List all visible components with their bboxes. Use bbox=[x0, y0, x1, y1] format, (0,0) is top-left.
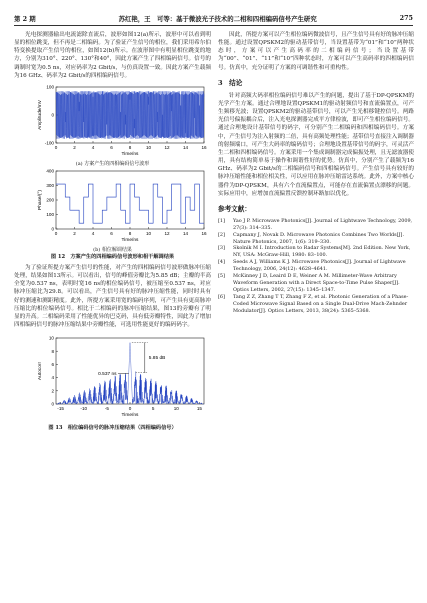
reference-item bbox=[218, 218, 414, 232]
fig12b-y-tick-label: 100 bbox=[46, 212, 54, 218]
figure-12 bbox=[14, 83, 211, 261]
fig12b-x-tick-label: 14 bbox=[182, 230, 189, 236]
reference-item bbox=[218, 294, 414, 315]
reference-number: [5] bbox=[218, 273, 225, 280]
fig12a-caption: (a) 方案产生的四相编码信号波形 bbox=[75, 160, 150, 167]
fig12a-x-tick-label: 10 bbox=[145, 144, 152, 150]
fig12a-x-tick-label: 2 bbox=[73, 144, 76, 150]
fig12a-y-tick-label: -100 bbox=[44, 140, 54, 146]
fig12b-phase-line bbox=[56, 184, 204, 223]
reference-text: McKinney J D, Leaird D E, Weiner A M. Millimeter-Wave Arbitrary Waveform Generation with a Direct Space-to-Time Pulse Shaper[J]. Optics Letters, 2002, 27(15): 1345–1347. bbox=[233, 273, 400, 293]
fig13-y-tick-label: 10 bbox=[48, 335, 54, 341]
fig12-caption: 图 12 方案产生的四相编码信号波形和相干解调结果 bbox=[50, 253, 175, 260]
fig13-x-axis-label: Time/ns bbox=[121, 413, 139, 419]
fig12a-x-tick-label: 0 bbox=[54, 144, 58, 150]
reference-item bbox=[218, 273, 414, 294]
reference-text: Capmany J, Novak D. Microwave Photonics Combines Two Worlds[J]. Nature Photonics, 2007, 1(6): 319–330. bbox=[233, 231, 404, 245]
reference-number: [1] bbox=[218, 217, 225, 224]
reference-number: [2] bbox=[218, 231, 225, 238]
reference-item bbox=[218, 259, 414, 273]
fig12b-caption: (b) 相位解调结果 bbox=[93, 246, 132, 253]
reference-text: Seeds A J, Williams K J. Microwave Photonics[J]. Journal of Lightwave Technology, 2006, 24(12): 4628–4641. bbox=[233, 259, 406, 273]
reference-text: Skolnik M I. Introduction to Radar Systems[M]. 2nd Edition. New York, NY, USA: McGraw-Hill, 1980: 83–100. bbox=[233, 245, 411, 259]
right-paragraph-2: 针对高频大码率相位编码信号难以产生的问题，提出了基于DP-QPSKM的光学产生方案。通过合理地设置QPSKM1的驱动射频信号和直流偏置点，可产生频移光波；设置QPSKM2的驱动基带信号，可以产生光相移键控信号。两路光信号偏振耦合后，注入光电探测器完成平方律检波，即可产生相位编码信号。通过合理地设计基带信号的码字，可分别产生二相编码和四相编码信号。方案中，产生信号为注入射频的二倍，具有高频处理性能；基带信号直接注入调制器的射频端口，可产生大码率的编码信号；合理地设置基带信号的码字，可灵活产生二相和四相编码信号。方案采用一个集成调制器完成偏振处理，且无滤波器使用，具有结构简单易于操作和调谐性好的优势。仿真中，分别产生了载频为16 GHz、码率为2 Gbit/s的二相编码信号和四相编码信号。产生信号具有较好的脉冲压缩性能和相位相关性，可以应用在脉冲压缩雷达系统。此外，方案中核心器件为DP-QPSKM，具有六个直流偏置点，可能存在直流偏置点漂移的问题。实际应用中，应增加直流偏置反馈控制环路加以优化。 bbox=[218, 92, 414, 197]
fig12b-y-tick-label: 300 bbox=[46, 183, 54, 189]
fig12b-x-tick-label: 4 bbox=[91, 230, 95, 236]
left-column bbox=[14, 31, 211, 435]
fig12a-x-tick-label: 6 bbox=[110, 144, 113, 150]
fig13-x-tick-label: 0 bbox=[128, 406, 132, 412]
fig12a-y-axis-label: Amplitude/mV bbox=[38, 100, 43, 130]
fig12b-y-tick-label: 200 bbox=[46, 197, 54, 203]
reference-item bbox=[218, 245, 414, 259]
fig12b-y-axis-label: Phase/(°) bbox=[38, 189, 43, 210]
fig13-x-tick-label: 15 bbox=[196, 406, 202, 412]
fig13-x-tick-label: -5 bbox=[104, 406, 109, 412]
reference-item bbox=[218, 232, 414, 246]
fig13-x-tick-label: 5 bbox=[151, 406, 155, 412]
right-column bbox=[218, 31, 414, 315]
fig13-y-tick-label: 2 bbox=[51, 388, 54, 394]
fig13-x-tick-label: -15 bbox=[57, 406, 64, 412]
references-heading: 参考文献： bbox=[218, 204, 251, 213]
fig12a-x-tick-label: 4 bbox=[91, 144, 95, 150]
reference-number: [4] bbox=[218, 259, 225, 266]
fig13-width-label: 0.537 ns bbox=[98, 371, 117, 377]
fig12b-phase-chart bbox=[14, 167, 211, 247]
reference-number: [6] bbox=[218, 293, 225, 300]
fig12b-x-tick-label: 0 bbox=[54, 230, 58, 236]
fig12b-x-tick-label: 2 bbox=[73, 230, 76, 236]
fig12b-x-tick-label: 6 bbox=[110, 230, 113, 236]
page-number: 275 bbox=[399, 14, 413, 22]
fig12a-x-tick-label: 14 bbox=[182, 144, 189, 150]
fig12a-x-tick-label: 16 bbox=[201, 144, 207, 150]
fig13-y-axis-label: Autocorr bbox=[38, 362, 43, 381]
reference-number: [3] bbox=[218, 245, 225, 252]
fig13-caption: 图 13 相位编码信号的脉冲压缩结果（四相编码信号） bbox=[48, 425, 177, 432]
header-rule bbox=[14, 25, 413, 26]
fig12b-x-tick-label: 10 bbox=[145, 230, 152, 236]
fig13-plot-frame bbox=[56, 338, 204, 404]
fig12a-x-axis-label: Time/ns bbox=[121, 151, 139, 157]
left-paragraph-1: 光电探测器输出电流滤除直流后，波形如图12(a)所示，波形中可以看到明显的相位跳变，但不再是二相编码。为了验证产生信号的相位，我们采用希尔伯特变换提取产生信号的相位，如图12(b)所示。在波形图中有明显相位跳变的地方，分别为310°、220°、130°和40°，因此方案产生了四相编码信号。信号的调制时宽为0.5 ns，对应码率为2 Gbit/s，与仿真设置一致。因此方案产生载频为16 GHz、码率为2 Gbit/s的四相编码信号。 bbox=[14, 32, 211, 79]
fig12a-y-tick-label: 0 bbox=[51, 112, 54, 118]
fig13-x-tick-label: -10 bbox=[80, 406, 88, 412]
fig12b-x-axis-label: Time/ns bbox=[121, 237, 139, 243]
reference-text: Yao J P. Microwave Photonics[J]. Journal of Lightwave Technology, 2009, 27(3): 314–335. bbox=[233, 217, 413, 231]
references-list bbox=[218, 218, 414, 315]
fig13-autocorr-chart bbox=[14, 332, 211, 424]
fig13-y-tick-label: 0 bbox=[51, 401, 54, 407]
fig13-psl-label: 5.85 dB bbox=[148, 356, 166, 362]
fig12b-x-tick-label: 12 bbox=[164, 230, 170, 236]
fig13-y-tick-label: 8 bbox=[51, 348, 54, 354]
fig12a-waveform-chart bbox=[14, 83, 211, 161]
fig13-autocorr-line bbox=[56, 343, 204, 404]
fig13-y-tick-label: 4 bbox=[51, 375, 54, 381]
reference-text: Tang Z Z, Zhang T T, Zhang F Z, et al. Photonic Generation of a Phase-Coded Microwave Signal Based on a Single Dual-Drive Mach-Zehnder Modulator[J]. Optics Letters, 2013, 38(24): 5365–5368. bbox=[233, 293, 409, 314]
fig12a-x-tick-label: 12 bbox=[164, 144, 170, 150]
running-header bbox=[14, 12, 413, 24]
running-title: 苏红艳，王 可等：基于微波光子技术的二相和四相编码信号产生研究 bbox=[118, 14, 317, 23]
fig12b-x-tick-label: 16 bbox=[201, 230, 207, 236]
figure-13 bbox=[14, 332, 211, 432]
section-heading-conclusion: 3 结论 bbox=[218, 78, 243, 87]
fig12a-y-tick-label: 100 bbox=[46, 84, 54, 90]
fig13-y-tick-label: 6 bbox=[51, 362, 54, 368]
left-paragraph-2: 为了验证所提方案产生信号的性能，对产生的四相编码信号波形做脉冲压缩处理，结果如图13所示。可以看出，信号的峰值旁瓣比为5.85 dB；主瓣的半高全宽为0.537 ns，表明时宽16 ns的相位编码信号，被压缩至0.537 ns，对应脉冲压缩比为29.8。可以看出，产生信号具有好的脉冲压缩性能，同时时具有好的测速和测距精度。此外，所提方案采用宽的编码序列，可产生具有更高脉冲压缩比的相位编码信号。相比于二相编码的脉冲压缩结果，图13的旁瓣有了明显的升高。二相编码采用了性能优异的巴克码，具有低旁瓣特性，因此为了增加四相编码信号的脉冲压缩结果中旁瓣性能，可选用性能更好的编码码字。 bbox=[14, 264, 211, 329]
right-paragraph-1: 因此，所提方案可以产生相位编码微波信号，且产生信号具有好的脉冲压缩性能。通过设置QPSKM2的驱动基带信号，当设置基带为“01”和“10”两种状态时，方案可以产生高码率的二相编码信号；当设置基带为“00”、“01”、“11”和“10”四种状态时，方案可以产生高码率的四相编码信号。仿真中，充分证明了方案的可调谐性和可重构性。 bbox=[218, 32, 414, 71]
fig12a-waveform-line bbox=[56, 91, 204, 139]
issue-number: 第 2 期 bbox=[14, 14, 36, 23]
fig12b-x-tick-label: 8 bbox=[128, 230, 132, 236]
fig12b-y-tick-label: 0 bbox=[51, 226, 54, 232]
fig12a-x-tick-label: 8 bbox=[128, 144, 132, 150]
fig13-x-tick-label: 10 bbox=[173, 406, 179, 412]
fig12b-y-tick-label: 400 bbox=[46, 168, 54, 174]
